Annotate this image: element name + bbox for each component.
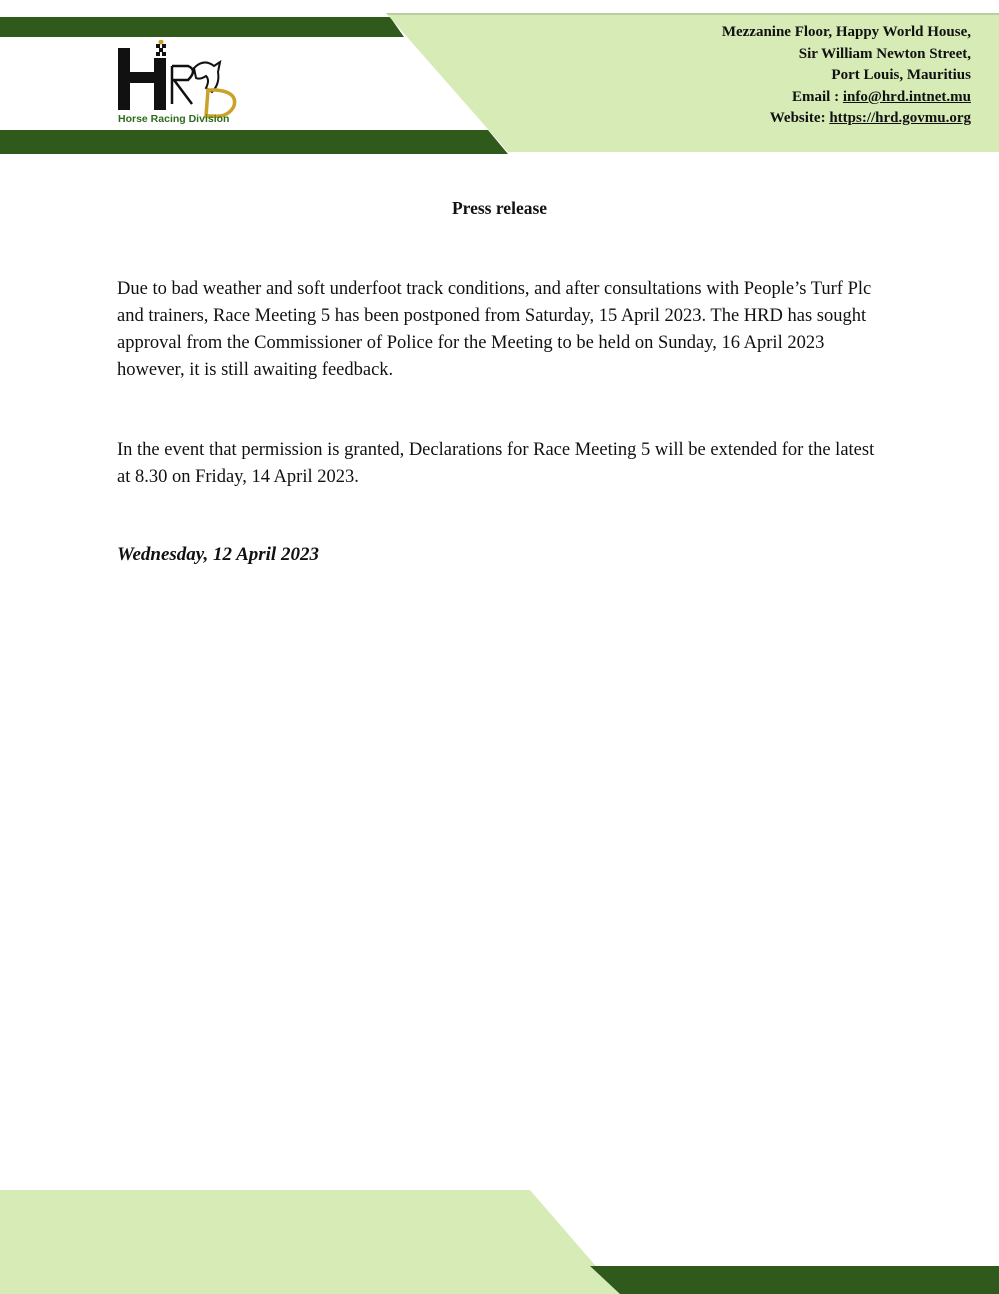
logo-caption: Horse Racing Division [118,113,230,125]
address-line-1: Mezzanine Floor, Happy World House, [721,24,971,40]
document-title: Press release [451,198,548,218]
release-date: Wednesday, 12 April 2023 [117,544,319,565]
website-link[interactable]: https://hrd.govmu.org [829,110,971,126]
address-line-2: Sir William Newton Street, [798,45,971,62]
website-label: Website: [769,110,830,126]
email-label: Email : [792,88,843,105]
header-bottom-stripe [0,130,508,154]
footer-dark-stripe [590,1266,999,1294]
website-line [722,108,971,130]
email-line [722,87,971,109]
email-link[interactable]: info@hrd.intnet.mu [842,88,971,105]
paragraph-declarations: In the event that permission is granted, Declarations for Race Meeting 5 will be extended for the latest at 8.30 on Friday, 14 April 2023. [117,440,875,487]
header-top-stripe [0,17,404,37]
address-block [722,22,971,130]
footer-light-panel [0,1190,620,1294]
footer-banner [0,1180,999,1294]
paragraph-postponement: Due to bad weather and soft underfoot track conditions, and after consultations with People’s Turf Plc and trainers, Race Meeting 5 has been postponed from Saturday, 15 April 2023. The HRD has sought approval from the Commissioner of Police for the Meeting to be held on Sunday, 16 April 2023 however, it is still awaiting feedback. [117,279,872,380]
address-line-3: Port Louis, Mauritius [831,67,971,83]
